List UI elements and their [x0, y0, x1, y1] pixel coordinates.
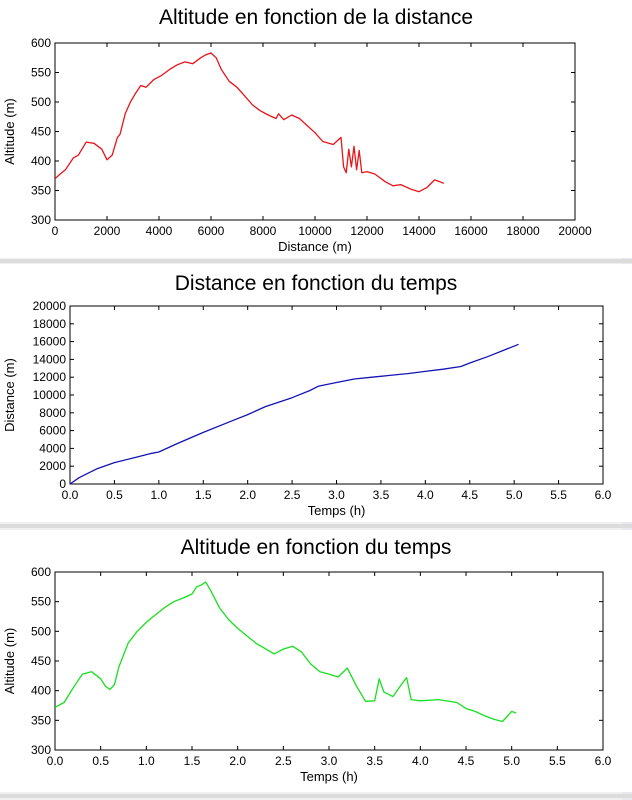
plot-frame: [55, 43, 575, 220]
x-tick-label: 2.5: [283, 488, 301, 502]
y-axis-label: Altitude (m): [2, 98, 17, 165]
panel-separator: [0, 794, 632, 798]
chart-panel-altitude-time: [0, 530, 632, 792]
x-tick-label: 0: [51, 224, 59, 238]
x-tick-label: 0.0: [61, 488, 79, 502]
y-tick-label: 350: [30, 183, 51, 198]
x-tick-label: 20000: [558, 224, 592, 238]
y-tick-label: 20000: [32, 299, 66, 313]
series-line: [55, 53, 444, 192]
x-tick-label: 5.0: [505, 488, 523, 502]
x-tick-label: 1.5: [194, 488, 212, 502]
y-tick-label: 400: [30, 154, 51, 168]
chart-title: Altitude en fonction du temps: [180, 536, 452, 559]
plot-frame: [70, 306, 603, 484]
series-line: [55, 582, 516, 721]
x-tick-label: 6.0: [594, 488, 612, 502]
x-tick-label: 8000: [249, 224, 277, 238]
y-tick-label: 300: [30, 213, 51, 227]
y-tick-label: 10000: [32, 388, 66, 402]
x-tick-label: 10000: [298, 224, 332, 238]
y-tick-label: 550: [30, 65, 51, 80]
chart-panel-altitude-distance: [0, 0, 632, 258]
x-tick-label: 4.0: [416, 488, 434, 502]
chart-altitude-time: [0, 530, 632, 792]
y-tick-label: 550: [30, 594, 51, 609]
y-tick-label: 600: [30, 36, 51, 50]
chart-panel-distance-time: [0, 264, 632, 522]
x-tick-label: 5.5: [550, 488, 567, 502]
x-tick-label: 4.5: [461, 488, 479, 502]
x-tick-label: 5.0: [503, 754, 521, 768]
panel-separator: [0, 524, 632, 528]
x-tick-label: 16000: [454, 224, 488, 238]
x-tick-label: 4.0: [411, 754, 429, 768]
y-tick-label: 300: [30, 743, 51, 757]
y-axis-label: Distance (m): [2, 358, 17, 432]
x-axis-label: Temps (h): [307, 503, 366, 518]
x-tick-label: 6.0: [594, 754, 612, 768]
x-tick-label: 0.5: [106, 488, 123, 502]
x-tick-label: 18000: [506, 224, 540, 238]
x-tick-label: 3.0: [320, 754, 338, 768]
x-tick-label: 14000: [402, 224, 436, 238]
y-tick-label: 0: [59, 477, 66, 491]
series-line: [70, 344, 519, 484]
y-tick-label: 400: [30, 683, 51, 698]
x-tick-label: 4000: [145, 224, 173, 238]
x-tick-label: 2.0: [229, 754, 247, 768]
y-tick-label: 4000: [39, 441, 66, 456]
x-tick-label: 1.0: [150, 488, 168, 502]
x-tick-label: 0.0: [46, 754, 64, 768]
chart-distance-time: [0, 264, 632, 522]
y-tick-label: 500: [30, 95, 51, 109]
plot-frame: [55, 572, 603, 750]
x-tick-label: 2.0: [239, 488, 257, 502]
y-tick-label: 600: [30, 565, 51, 579]
y-tick-label: 350: [30, 713, 51, 728]
y-tick-label: 500: [30, 624, 51, 639]
chart-title: Altitude en fonction de la distance: [158, 6, 474, 29]
x-tick-label: 12000: [350, 224, 384, 238]
y-tick-label: 450: [30, 654, 51, 668]
x-tick-label: 4.5: [457, 754, 475, 768]
chart-altitude-distance: [0, 0, 632, 258]
x-tick-label: 2.5: [274, 754, 292, 768]
y-tick-label: 16000: [32, 334, 66, 349]
x-tick-label: 1.0: [137, 754, 155, 768]
panel-separator: [0, 259, 632, 263]
x-tick-label: 2000: [93, 224, 121, 238]
x-axis-label: Temps (h): [300, 769, 358, 784]
y-tick-label: 14000: [32, 352, 66, 367]
x-tick-label: 5.5: [548, 754, 566, 768]
x-tick-label: 3.5: [366, 754, 384, 768]
x-tick-label: 0.5: [92, 754, 110, 768]
x-tick-label: 3.5: [372, 488, 390, 502]
y-axis-label: Altitude (m): [2, 627, 17, 695]
x-tick-label: 3.0: [328, 488, 345, 502]
x-tick-label: 6000: [197, 224, 225, 238]
x-tick-label: 1.5: [183, 754, 201, 768]
chart-title: Distance en fonction du temps: [174, 272, 458, 295]
y-tick-label: 6000: [39, 423, 66, 438]
y-tick-label: 18000: [32, 316, 66, 331]
y-tick-label: 450: [30, 124, 51, 139]
y-tick-label: 2000: [39, 459, 66, 474]
y-tick-label: 12000: [32, 370, 66, 385]
x-axis-label: Distance (m): [278, 239, 352, 254]
y-tick-label: 8000: [39, 405, 66, 420]
